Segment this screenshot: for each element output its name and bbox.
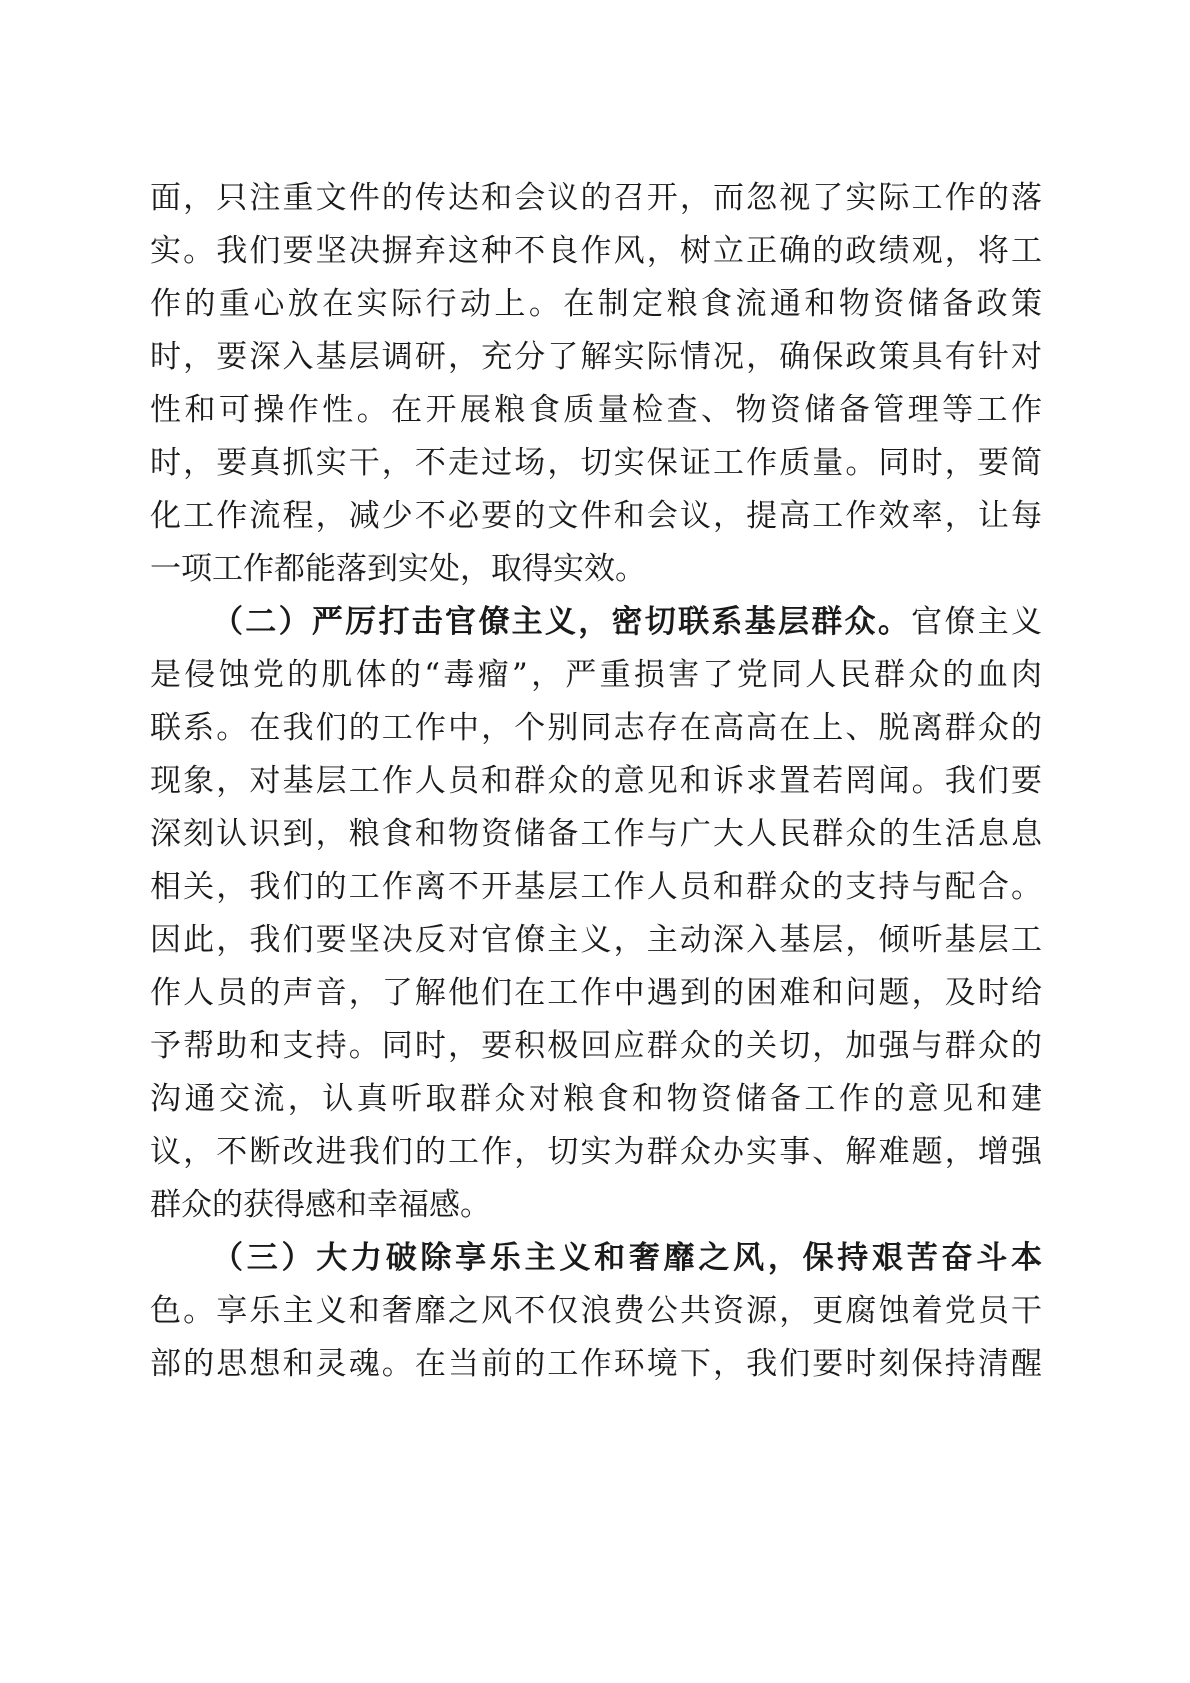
paragraph-line: 是侵蚀党的肌体的“毒瘤”，严重损害了党同人民群众的血肉 — [150, 657, 1042, 693]
paragraph-line: 因此，我们要坚决反对官僚主义，主动深入基层，倾听基层工 — [150, 922, 1042, 958]
paragraph-line: 化工作流程，减少不必要的文件和会议，提高工作效率，让每 — [150, 498, 1042, 534]
paragraph-line: 面，只注重文件的传达和会议的召开，而忽视了实际工作的落 — [150, 180, 1042, 216]
section-2-heading: （二）严厉打击官僚主义，密切联系基层群众。 — [212, 604, 912, 640]
paragraph-line: 一项工作都能落到实处，取得实效。 — [150, 551, 646, 587]
section-3-heading: （三）大力破除享乐主义和奢靡之风，保持艰苦奋斗本 — [212, 1240, 1042, 1276]
paragraph-line: 部的思想和灵魂。在当前的工作环境下，我们要时刻保持清醒 — [150, 1346, 1042, 1382]
section-2-heading-rest: 官僚主义 — [911, 604, 1042, 640]
paragraph-line: 联系。在我们的工作中，个别同志存在高高在上、脱离群众的 — [150, 710, 1042, 746]
paragraph-line: 作的重心放在实际行动上。在制定粮食流通和物资储备政策 — [150, 286, 1042, 322]
paragraph-line: 议，不断改进我们的工作，切实为群众办实事、解难题，增强 — [150, 1134, 1042, 1170]
paragraph-line: 现象，对基层工作人员和群众的意见和诉求置若罔闻。我们要 — [150, 763, 1042, 799]
paragraph-line: 色。享乐主义和奢靡之风不仅浪费公共资源，更腐蚀着党员干 — [150, 1293, 1042, 1329]
paragraph-line: 时，要深入基层调研，充分了解实际情况，确保政策具有针对 — [150, 339, 1042, 375]
paragraph-line: 时，要真抓实干，不走过场，切实保证工作质量。同时，要简 — [150, 445, 1042, 481]
paragraph-line: 沟通交流，认真听取群众对粮食和物资储备工作的意见和建 — [150, 1081, 1042, 1117]
paragraph-line: 群众的获得感和幸福感。 — [150, 1187, 491, 1223]
paragraph-line: 深刻认识到，粮食和物资储备工作与广大人民群众的生活息息 — [150, 816, 1042, 852]
paragraph-line: 实。我们要坚决摒弃这种不良作风，树立正确的政绩观，将工 — [150, 233, 1042, 269]
section-2-heading-line — [212, 598, 1042, 646]
paragraph-line: 性和可操作性。在开展粮食质量检查、物资储备管理等工作 — [150, 392, 1042, 428]
paragraph-line: 作人员的声音，了解他们在工作中遇到的困难和问题，及时给 — [150, 975, 1042, 1011]
paragraph-line: 相关，我们的工作离不开基层工作人员和群众的支持与配合。 — [150, 869, 1042, 905]
paragraph-line: 予帮助和支持。同时，要积极回应群众的关切，加强与群众的 — [150, 1028, 1042, 1064]
